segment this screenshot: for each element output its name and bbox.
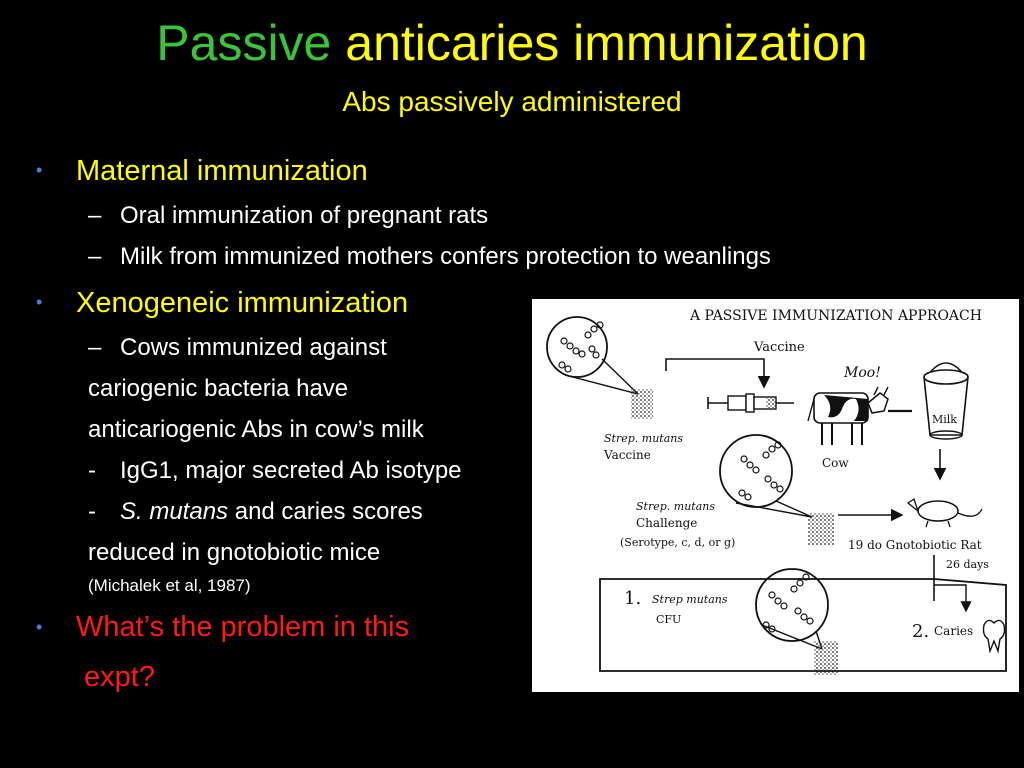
rat-icon (908, 499, 982, 527)
cow-icon (808, 387, 888, 445)
subbullet-cows-immunized-cont2: anticariogenic Abs in cow’s milk (88, 416, 424, 443)
bullet-problem-question-cont: expt? (84, 661, 155, 693)
bacteria-magnifier-3 (756, 569, 838, 675)
bullet-dot-1: • (36, 160, 43, 180)
detail-smutans-rest: and caries scores (228, 498, 423, 525)
cow-label: Cow (822, 456, 849, 470)
bullet-xenogeneic-immunization: Xenogeneic immunization (76, 287, 409, 319)
challenge-label-3: (Serotype, c, d, or g) (620, 536, 736, 549)
figure-title: A PASSIVE IMMUNIZATION APPROACH (690, 308, 982, 324)
subbullet-cows-immunized: Cows immunized against (120, 334, 387, 361)
hyphen-1: - (88, 457, 96, 484)
slide-subtitle: Abs passively administered (342, 86, 682, 117)
bullet-dot-2: • (36, 292, 43, 312)
tooth-icon (984, 620, 1005, 651)
cfu-label: CFU (656, 613, 682, 626)
days-label: 26 days (946, 558, 989, 571)
bacteria-magnifier-2 (720, 435, 834, 545)
bullet-maternal-immunization: Maternal immunization (76, 155, 368, 187)
strep-vaccine-label-2: Vaccine (604, 448, 651, 462)
step2-label: Caries (934, 624, 974, 638)
strep-vaccine-label: Strep. mutans (604, 432, 683, 445)
detail-igg1: IgG1, major secreted Ab isotype (120, 457, 462, 484)
rat-label: 19 do Gnotobiotic Rat (848, 538, 982, 552)
species-name-italic: S. mutans (120, 498, 229, 525)
subbullet-cows-immunized-cont1: cariogenic bacteria have (88, 375, 349, 402)
title-part-rest: anticaries immunization (345, 15, 868, 71)
step1-label: Strep mutans (652, 593, 728, 606)
syringe-icon (708, 394, 794, 412)
dash-3: – (88, 334, 102, 361)
bullet-problem-question: What’s the problem in this (76, 611, 410, 643)
challenge-label-1: Strep. mutans (636, 500, 715, 513)
milk-label: Milk (932, 413, 957, 426)
subbullet-oral-immunization: Oral immunization of pregnant rats (120, 202, 489, 229)
moo-label: Moo! (844, 365, 881, 381)
step1-number: 1. (624, 588, 642, 609)
passive-immunization-figure (532, 299, 1019, 692)
hyphen-2: - (88, 498, 96, 525)
challenge-label-2: Challenge (636, 516, 698, 530)
detail-smutans-caries (120, 498, 423, 526)
dash-1: – (88, 202, 102, 229)
dash-2: – (88, 243, 102, 270)
step2-number: 2. (912, 621, 930, 642)
title-part-passive: Passive (156, 15, 332, 71)
slide-title (0, 14, 1024, 72)
milk-bucket-icon (924, 363, 968, 439)
bacteria-magnifier-1 (547, 317, 653, 419)
bullet-dot-3: • (36, 617, 43, 637)
citation: (Michalek et al, 1987) (88, 576, 251, 595)
detail-smutans-cont: reduced in gnotobiotic mice (88, 539, 381, 566)
vaccine-label: Vaccine (754, 340, 805, 355)
subbullet-milk-protection: Milk from immunized mothers confers protection to weanlings (120, 243, 771, 270)
